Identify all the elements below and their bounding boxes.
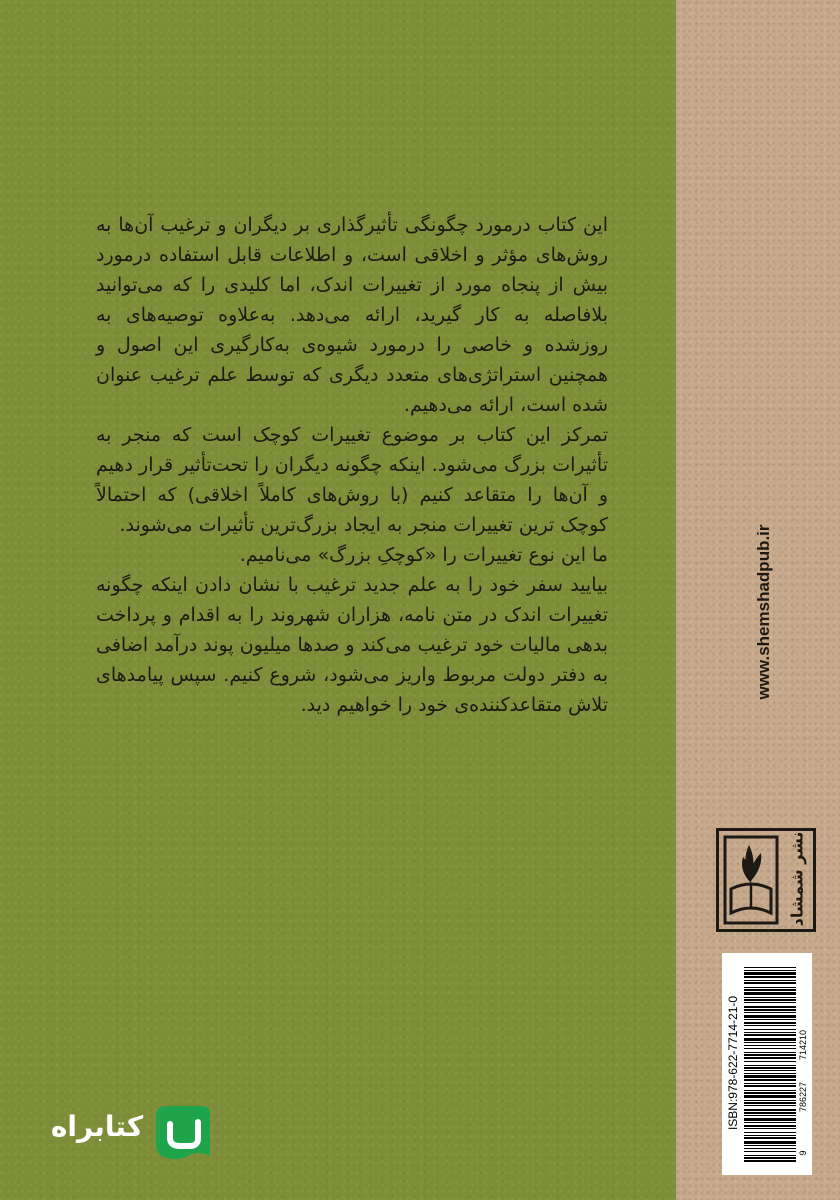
isbn-text: ISBN:978-622-7714-21-0 — [726, 995, 740, 1131]
blurb-paragraph-2: تمرکز این کتاب بر موضوع تغییرات کوچک است که منجر به تأثیرات بزرگ می‌شود. اینکه چگونه دیگران را تحت‌تأثیر قرار دهیم و آن‌ها را متقاعد کنیم (با روش‌های کاملاً اخلاقی) که احتمالاً کوچک ترین تغییرات منجر به ایجاد بزرگ‌ترین تأثیرات می‌شوند. — [96, 424, 608, 536]
publisher-name: نشر شمشاد — [787, 831, 807, 927]
store-name: کتابراه — [50, 1110, 144, 1143]
isbn-barcode — [722, 953, 812, 1175]
ketabrah-logo — [36, 1100, 216, 1162]
blurb-paragraph-3: ما این نوع تغییرات را «کوچکِ بزرگ» می‌نامیم. — [239, 544, 608, 566]
barcode-digits-group1: 786227 — [798, 1081, 808, 1113]
publisher-logo — [716, 828, 816, 932]
back-cover-blurb — [96, 210, 608, 720]
barcode-digit-lead: 9 — [798, 1150, 808, 1156]
ketabrah-logo-icon — [152, 1100, 214, 1162]
publisher-website-text: www.shemshadpub.ir — [754, 524, 773, 700]
barcode-digits-group2: 714210 — [798, 1029, 808, 1061]
blurb-paragraph-1: این کتاب درمورد چگونگی تأثیرگذاری بر دیگران و ترغیب آن‌ها به روش‌های مؤثر و اخلاقی است، و اطلاعات قابل استفاده درمورد بیش از پنجاه مورد از تغییرات اندک، اما کلیدی را که می‌توانید بلافاصله به کار گیرید، ارائه می‌دهد. به‌علاوه توصیه‌های به روزشده و خاصی را درمورد شیوه‌ی به‌کارگیری این اصول و همچنین استراتژی‌های متعدد دیگری که توسط علم ترغیب عنوان شده است، ارائه می‌دهیم. — [96, 214, 608, 416]
blurb-paragraph-4: بیایید سفر خود را به علم جدید ترغیب با نشان دادن اینکه چگونه تغییرات اندک در متن نامه، هزاران شهروند را به اقدام و پرداخت بدهی مالیات خود ترغیب می‌کند و صدها میلیون پوند درآمد اضافی به دفتر دولت مربوط واریز می‌شود، شروع کنیم. سپس پیامدهای تلاش متقاعدکننده‌ی خود را خواهیم دید. — [96, 574, 608, 716]
